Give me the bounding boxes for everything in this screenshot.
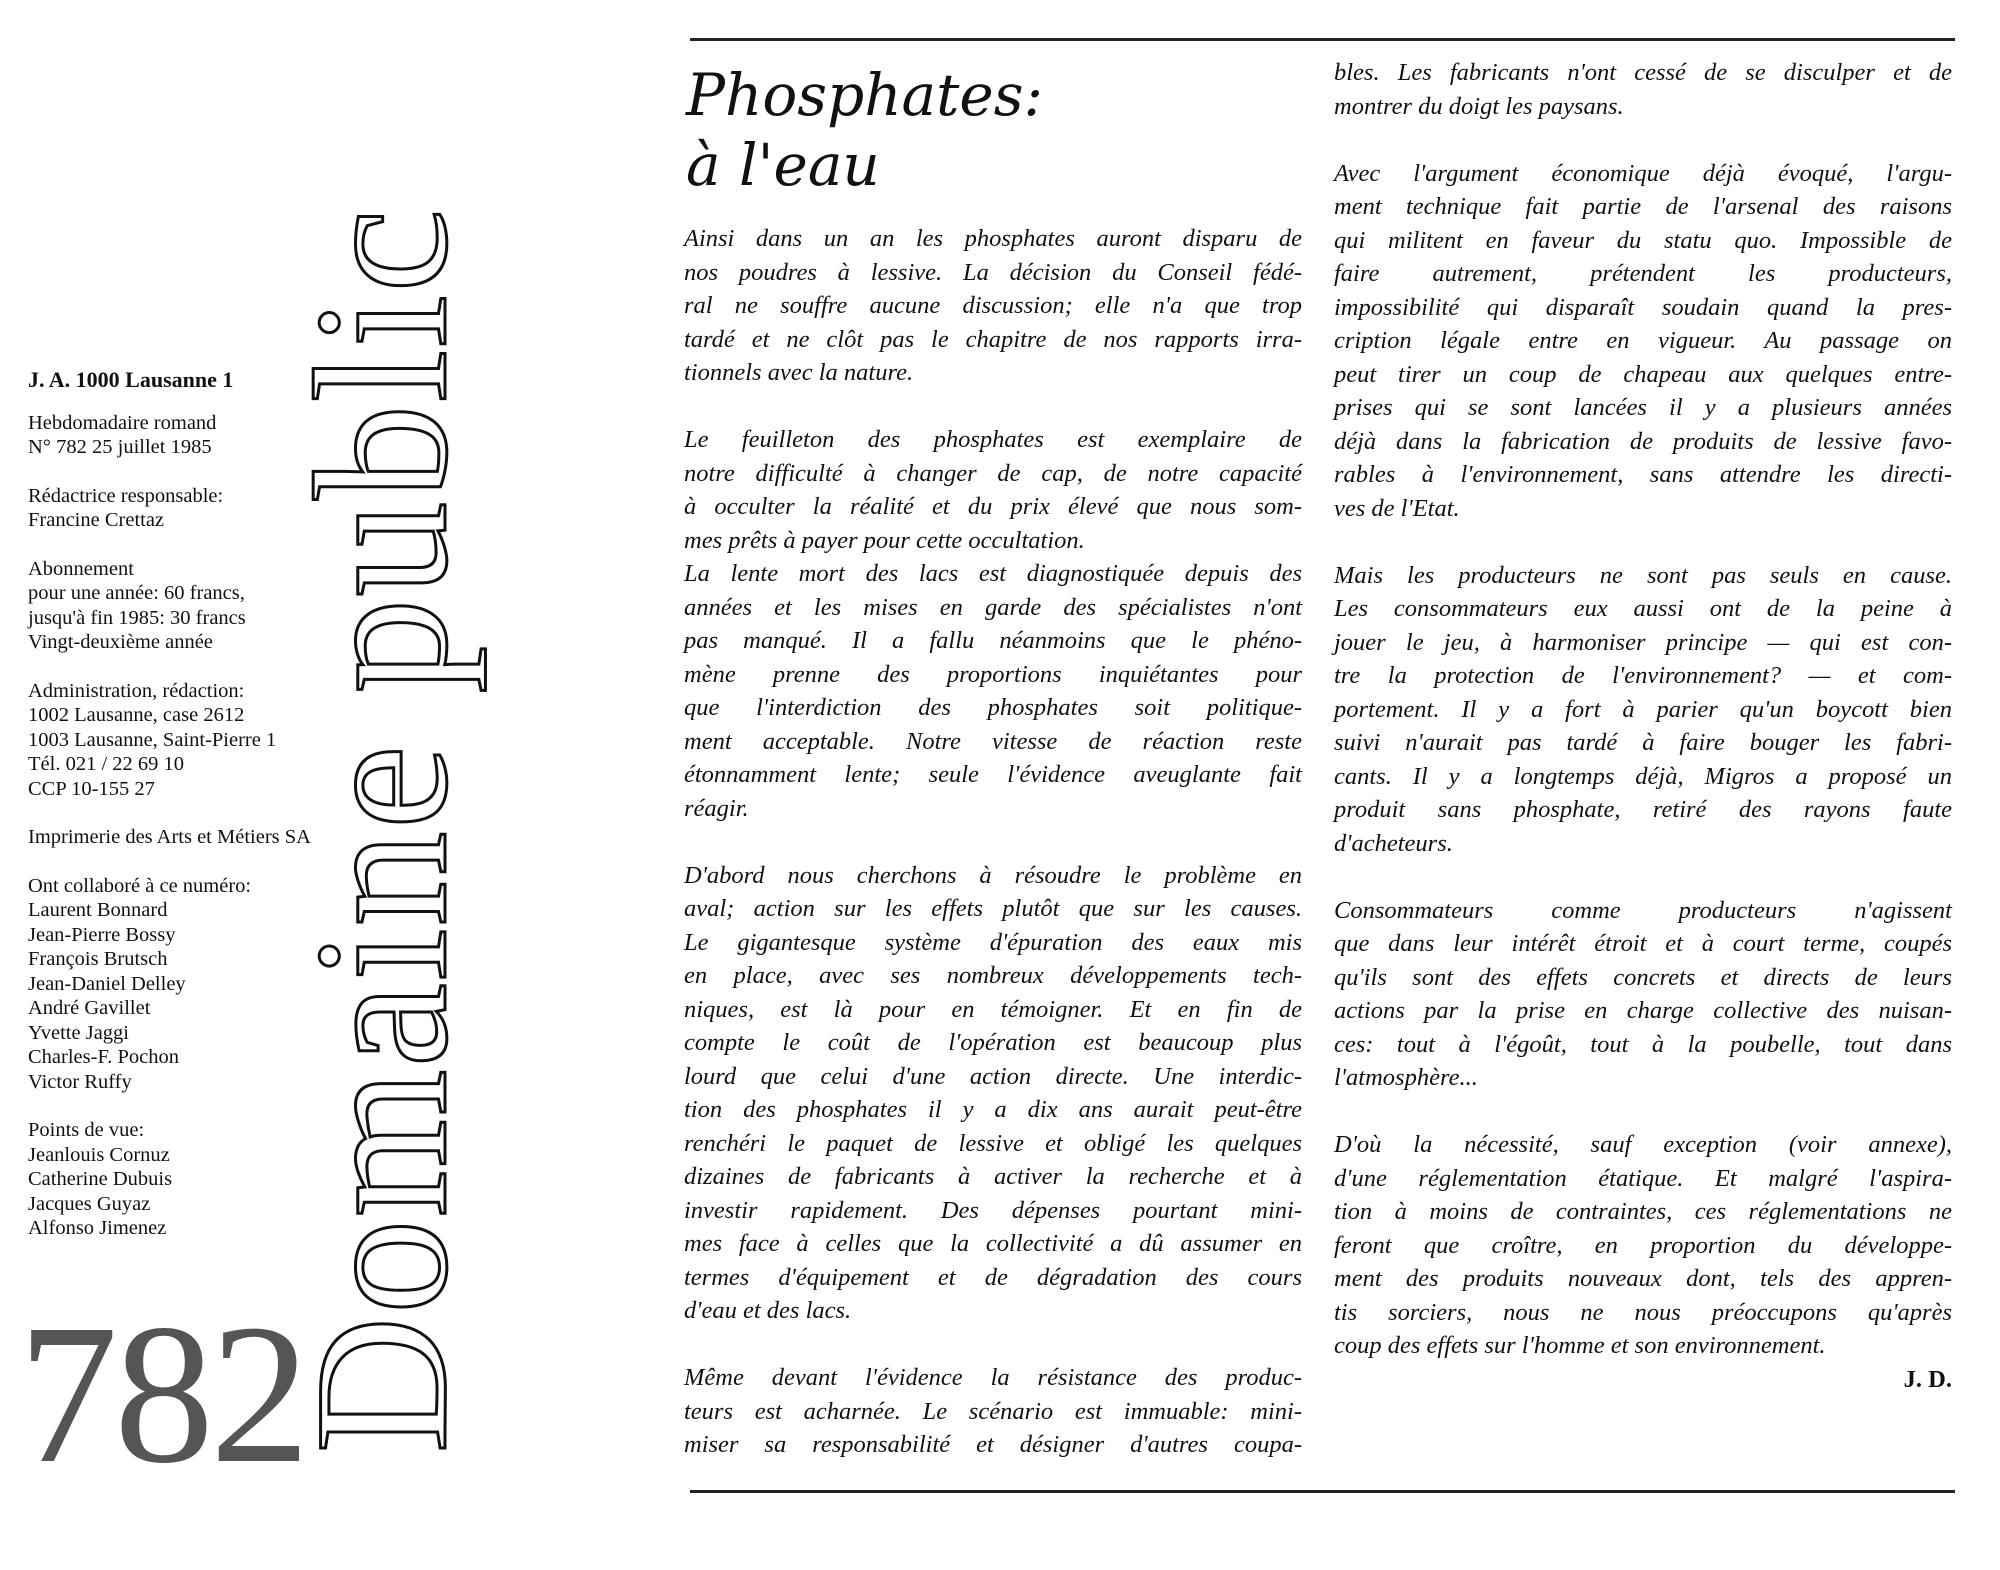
text-line: d'eau et des lacs. xyxy=(684,1297,852,1324)
text-line: ment technique fait partie de l'arsenal des raisons xyxy=(1334,193,1952,220)
text-line: D'où la nécessité, sauf exception (voir annexe), xyxy=(1334,1131,1952,1158)
text-line: impossibilité qui disparaît soudain quand la pres- xyxy=(1334,293,1952,321)
article-paragraph xyxy=(1334,894,1952,1095)
masthead-line: Francine Crettaz xyxy=(28,509,165,531)
text-line: renchéri le paquet de lessive et obligé les quelques xyxy=(684,1129,1302,1157)
text-line: tre la protection de l'environnement? — et com- xyxy=(1334,662,1952,689)
text-line: montrer du doigt les paysans. xyxy=(1334,92,1624,120)
text-line: portement. Il y a fort à parier qu'un boycott bien xyxy=(1334,695,1952,723)
headline-line: Phosphates: xyxy=(686,61,1044,129)
text-line: peut tirer un coup de chapeau aux quelques entre- xyxy=(1334,360,1952,388)
masthead-line: Yvette Jaggi xyxy=(28,1021,129,1044)
masthead-line: Imprimerie des Arts et Métiers SA xyxy=(28,826,311,848)
text-line: rables à l'environnement, sans attendre les directi- xyxy=(1334,461,1952,488)
bottom-rule xyxy=(690,1490,1955,1493)
text-line: produit sans phosphate, retiré des rayons faute xyxy=(1334,796,1952,823)
masthead-line: Charles-F. Pochon xyxy=(28,1046,179,1068)
text-line: ces: tout à l'égoût, tout à la poubelle, tout dans xyxy=(1334,1030,1952,1058)
text-line: qu'ils sont des effets concrets et directs de leurs xyxy=(1334,963,1952,991)
text-line: cription légale entre en vigueur. Au passage on xyxy=(1334,327,1952,354)
author-signature: J. D. xyxy=(1903,1365,1952,1393)
masthead-line: André Gavillet xyxy=(28,997,151,1019)
text-line: étonnamment lente; seule l'évidence aveuglante fait xyxy=(684,761,1302,788)
text-line: mène prenne des proportions inquiétantes pour xyxy=(684,660,1302,688)
text-line: suivi n'aurait pas tardé à faire bouger les fabri- xyxy=(1334,729,1952,756)
issue-number: 782 xyxy=(18,1284,306,1505)
text-line: termes d'équipement et de dégradation des cours xyxy=(684,1263,1302,1291)
article-paragraph xyxy=(1334,1128,1952,1363)
masthead-line: Alfonso Jimenez xyxy=(28,1217,167,1239)
text-line: notre difficulté à changer de cap, de notre capacité xyxy=(684,459,1302,487)
text-line: lourd que celui d'une action directe. Une interdic- xyxy=(684,1062,1302,1090)
masthead-line: Points de vue: xyxy=(28,1119,145,1141)
article-paragraph xyxy=(684,222,1302,390)
text-line: Avec l'argument économique déjà évoqué, l'argu- xyxy=(1334,159,1952,187)
text-line: dizaines de fabricants à activer la recherche et à xyxy=(684,1163,1302,1190)
article-paragraph xyxy=(1334,56,1952,123)
text-line: cants. Il y a longtemps déjà, Migros a proposé un xyxy=(1334,762,1952,790)
text-line: D'abord nous cherchons à résoudre le problème en xyxy=(684,861,1302,889)
text-line: nos poudres à lessive. La décision du Conseil fédé- xyxy=(684,258,1302,286)
text-line: Les consommateurs eux aussi ont de la peine à xyxy=(1334,595,1952,622)
text-line: faire autrement, prétendent les producteurs, xyxy=(1334,260,1952,287)
masthead-line: Ont collaboré à ce numéro: xyxy=(28,874,252,897)
masthead-line: Catherine Dubuis xyxy=(28,1168,173,1190)
text-line: Le feuilleton des phosphates est exemplaire de xyxy=(684,426,1302,453)
publication-title: Domaine public xyxy=(277,206,487,1454)
masthead-line: jusqu'à fin 1985: 30 francs xyxy=(28,606,246,629)
top-rule xyxy=(690,38,1955,41)
article-paragraph xyxy=(684,557,1302,825)
text-line: d'acheteurs. xyxy=(1334,829,1453,857)
text-line: pas manqué. Il a fallu néanmoins que le phéno- xyxy=(684,627,1302,654)
text-line: aval; action sur les effets plutôt que sur les causes. xyxy=(684,895,1302,922)
text-line: qui militent en faveur du statu quo. Impossible de xyxy=(1334,226,1952,254)
article-paragraph xyxy=(1334,157,1952,526)
text-line: à occulter la réalité et du prix élevé que nous som- xyxy=(684,493,1302,520)
text-line: Mais les producteurs ne sont pas seuls en cause. xyxy=(1334,561,1952,589)
text-line: tis sorciers, nous ne nous préoccupons qu'après xyxy=(1334,1298,1952,1326)
text-line: Le gigantesque système d'épuration des eaux mis xyxy=(684,928,1302,956)
masthead-line: pour une année: 60 francs, xyxy=(28,582,245,604)
masthead-line: Abonnement xyxy=(28,557,134,580)
text-line: que l'interdiction des phosphates soit politique- xyxy=(684,694,1302,721)
masthead-line: Jeanlouis Cornuz xyxy=(28,1143,170,1166)
text-line: réagir. xyxy=(684,794,749,822)
masthead-line: Jean-Daniel Delley xyxy=(28,972,186,995)
text-line: années et les mises en garde des spécialistes n'ont xyxy=(684,593,1302,621)
text-line: teurs est acharnée. Le scénario est immuable: mini- xyxy=(684,1397,1302,1425)
text-line: mes face à celles que la collectivité a dû assumer en xyxy=(684,1230,1302,1257)
article-paragraph xyxy=(684,859,1302,1328)
text-line: tion à moins de contraintes, ces réglementations ne xyxy=(1334,1198,1952,1225)
masthead-line: N° 782 25 juillet 1985 xyxy=(28,436,212,458)
text-line: tionnels avec la nature. xyxy=(684,359,914,386)
masthead-line: Jacques Guyaz xyxy=(28,1192,151,1215)
text-line: Consommateurs comme producteurs n'agissent xyxy=(1334,896,1952,924)
text-line: tardé et ne clôt pas le chapitre de nos rapports irra- xyxy=(684,325,1302,353)
text-line: d'une réglementation étatique. Et malgré l'aspira- xyxy=(1334,1164,1952,1192)
masthead-line: 1002 Lausanne, case 2612 xyxy=(28,704,245,726)
masthead-line: Tél. 021 / 22 69 10 xyxy=(28,753,185,775)
headline-line: à l'eau xyxy=(686,131,880,199)
text-line: bles. Les fabricants n'ont cessé de se disculper et de xyxy=(1334,59,1952,86)
text-line: feront que croître, en proportion du développe- xyxy=(1334,1231,1952,1259)
text-line: niques, est là pour en témoigner. Et en fin de xyxy=(684,995,1302,1023)
text-line: ral ne souffre aucune discussion; elle n'a que trop xyxy=(684,292,1302,319)
article-paragraph xyxy=(684,1361,1302,1462)
text-line: ment des produits nouveaux dont, tels des appren- xyxy=(1334,1265,1952,1292)
masthead-line: Rédactrice responsable: xyxy=(28,484,224,507)
text-line: coup des effets sur l'homme et son environnement. xyxy=(1334,1332,1826,1359)
text-line: Ainsi dans un an les phosphates auront disparu de xyxy=(684,225,1302,252)
article-headline xyxy=(686,60,1306,200)
text-line: ves de l'Etat. xyxy=(1334,494,1460,522)
text-line: investir rapidement. Des dépenses pourtant mini- xyxy=(684,1196,1302,1224)
text-line: l'atmosphère... xyxy=(1334,1064,1478,1091)
masthead-line: Hebdomadaire romand xyxy=(28,411,217,434)
text-line: déjà dans la fabrication de produits de lessive favo- xyxy=(1334,427,1952,455)
masthead-line: Jean-Pierre Bossy xyxy=(28,923,176,946)
article-column-2 xyxy=(1334,56,1952,1396)
masthead-line: Laurent Bonnard xyxy=(28,899,168,921)
article-column-1 xyxy=(684,222,1302,1462)
text-line: que dans leur intérêt étroit et à court terme, coupés xyxy=(1334,930,1952,957)
masthead-line: 1003 Lausanne, Saint-Pierre 1 xyxy=(28,728,277,751)
text-line: tion des phosphates il y a dix ans aurait peut-être xyxy=(684,1096,1302,1123)
text-line: Même devant l'évidence la résistance des produc- xyxy=(684,1364,1302,1391)
text-line: La lente mort des lacs est diagnostiquée depuis des xyxy=(684,560,1302,587)
masthead-line: François Brutsch xyxy=(28,948,168,970)
masthead-line: Vingt-deuxième année xyxy=(28,631,213,653)
masthead-line: Victor Ruffy xyxy=(28,1070,132,1093)
text-line: en place, avec ses nombreux développements tech- xyxy=(684,962,1302,989)
text-line: jouer le jeu, à harmoniser principe — qui est con- xyxy=(1334,628,1952,656)
masthead-line: Administration, rédaction: xyxy=(28,679,245,702)
article-paragraph xyxy=(684,423,1302,557)
text-line: actions par la prise en charge collective des nuisan- xyxy=(1334,997,1952,1024)
text-line: ment acceptable. Notre vitesse de réaction reste xyxy=(684,727,1302,755)
text-line: compte le coût de l'opération est beaucoup plus xyxy=(684,1029,1302,1056)
masthead-line: CCP 10-155 27 xyxy=(28,777,155,800)
text-line: miser sa responsabilité et désigner d'autres coupa- xyxy=(684,1431,1302,1458)
text-line: prises qui se sont lancées il y a plusieurs années xyxy=(1334,394,1952,421)
text-line: mes prêts à payer pour cette occultation. xyxy=(684,526,1085,554)
article-paragraph xyxy=(1334,559,1952,861)
postal-code-line: J. A. 1000 Lausanne 1 xyxy=(28,367,234,392)
